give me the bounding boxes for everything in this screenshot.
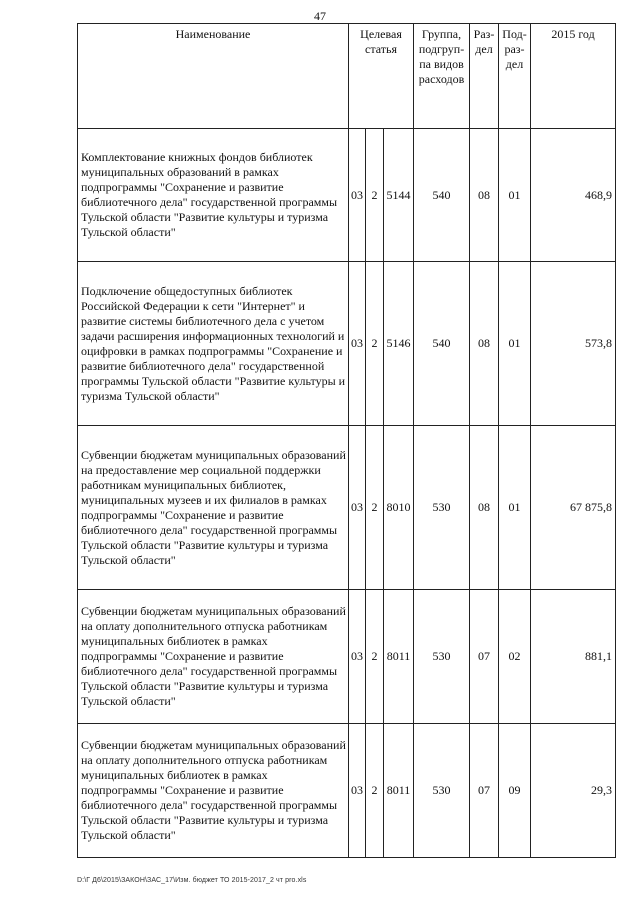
table-row [78,129,616,262]
amount-2015: 573,8 [531,262,616,426]
section-code: 07 [470,724,499,858]
row-name: Субвенции бюджетам муниципальных образований на оплату дополнительного отпуска работникам муниципальных библиотек в рамках подпрограммы "Сохранение и развитие библиотечного дела" государственной программы Тульской области "Развитие культуры и туризма Тульской области" [78,590,349,724]
section-code: 07 [470,590,499,724]
budget-table [77,23,616,858]
target-subprogram-code: 2 [366,724,384,858]
target-program-code: 03 [349,590,366,724]
target-subprogram-code: 2 [366,426,384,590]
subsection-code: 02 [499,590,531,724]
expense-group-code: 540 [414,129,470,262]
table-row [78,724,616,858]
target-program-code: 03 [349,129,366,262]
row-name: Комплектование книжных фондов библиотек муниципальных образований в рамках подпрограммы "Сохранение и развитие библиотечного дела" государственной программы Тульской области "Развитие культуры и туризма Тульской области" [78,129,349,262]
row-name: Субвенции бюджетам муниципальных образований на предоставление мер социальной поддержки работникам муниципальных библиотек, муниципальных музеев и их филиалов в рамках подпрограммы "Сохранение и развитие библиотечного дела" государственной программы Тульской области "Развитие культуры и туризма Тульской области" [78,426,349,590]
expense-group-code: 540 [414,262,470,426]
subsection-code: 01 [499,262,531,426]
target-direction-code: 8010 [384,426,414,590]
target-subprogram-code: 2 [366,129,384,262]
section-code: 08 [470,426,499,590]
target-direction-code: 5144 [384,129,414,262]
amount-2015: 29,3 [531,724,616,858]
subsection-code: 01 [499,129,531,262]
page-number: 47 [314,9,326,23]
row-name: Субвенции бюджетам муниципальных образований на оплату дополнительного отпуска работникам муниципальных библиотек в рамках подпрограммы "Сохранение и развитие библиотечного дела" государственной программы Тульской области "Развитие культуры и туризма Тульской области" [78,724,349,858]
table-row [78,262,616,426]
target-direction-code: 5146 [384,262,414,426]
table-row [78,590,616,724]
expense-group-code: 530 [414,426,470,590]
table-row [78,426,616,590]
header-section: Раз-дел [470,24,499,129]
expense-group-code: 530 [414,590,470,724]
table-header-row [78,24,616,129]
target-program-code: 03 [349,262,366,426]
header-target-item: Целевая статья [349,24,414,129]
section-code: 08 [470,129,499,262]
section-code: 08 [470,262,499,426]
expense-group-code: 530 [414,724,470,858]
header-year: 2015 год [531,24,616,129]
target-subprogram-code: 2 [366,262,384,426]
target-program-code: 03 [349,426,366,590]
header-subsection: Под-раз-дел [499,24,531,129]
subsection-code: 01 [499,426,531,590]
row-name: Подключение общедоступных библиотек Российской Федерации к сети "Интернет" и развитие системы библиотечного дела с учетом задачи расширения информационных технологий и оцифровки в рамках подпрограммы "Сохранение и развитие библиотечного дела" государственной программы Тульской области "Развитие культуры и туризма Тульской области" [78,262,349,426]
target-direction-code: 8011 [384,590,414,724]
header-name: Наименование [78,24,349,129]
amount-2015: 67 875,8 [531,426,616,590]
subsection-code: 09 [499,724,531,858]
amount-2015: 468,9 [531,129,616,262]
target-subprogram-code: 2 [366,590,384,724]
file-path-footer: D:\Г Д6\2015\ЗАКОН\ЗАС_17\Изм. бюджет ТО 2015-2017_2 чт pro.xls [77,877,307,884]
header-expense-group: Группа, подгруп-па видов расходов [414,24,470,129]
amount-2015: 881,1 [531,590,616,724]
target-direction-code: 8011 [384,724,414,858]
target-program-code: 03 [349,724,366,858]
